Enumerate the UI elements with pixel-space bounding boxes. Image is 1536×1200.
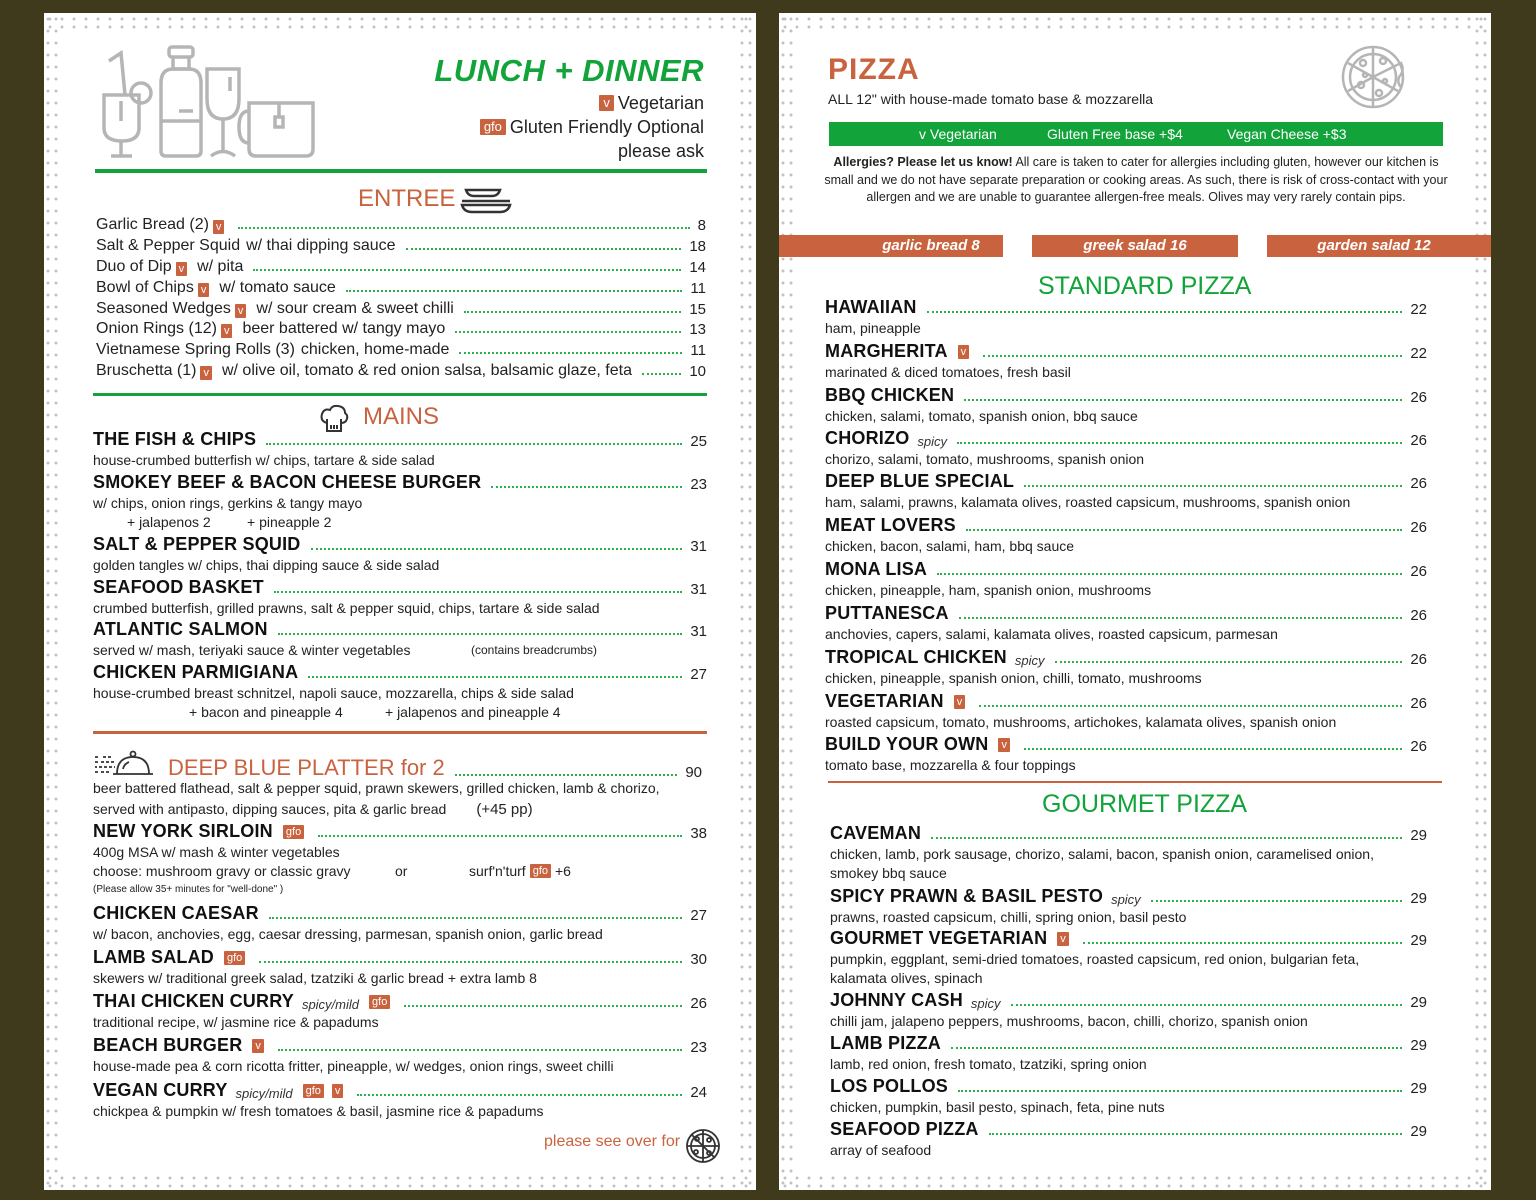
menu-item-atlantic-salmon	[93, 619, 707, 640]
item-price: 22	[1410, 345, 1427, 362]
item-name: Bowl of Chips	[96, 279, 194, 296]
gravy-choice: choose: mushroom gravy or classic gravy	[93, 863, 351, 879]
menu-item-hawaiian	[825, 297, 1427, 318]
item-description: w/ thai dipping sauce	[246, 237, 396, 254]
vegetarian-badge: v	[998, 738, 1010, 752]
spicy-label: spicy/mild	[301, 997, 360, 1012]
item-description: beer battered w/ tangy mayo	[242, 320, 446, 337]
gfo-badge: gfo	[224, 951, 245, 965]
vegetarian-badge: v	[221, 324, 233, 338]
decorative-border-left	[779, 13, 797, 1190]
item-price: 25	[690, 433, 707, 450]
item-description: w/ pita	[197, 258, 244, 275]
item-name: Onion Rings (12)	[96, 320, 217, 337]
item-name: NEW YORK SIRLOIN	[93, 821, 273, 841]
item-name: DEEP BLUE PLATTER for 2	[168, 755, 445, 780]
item-price: 26	[1410, 432, 1427, 449]
item-price: 26	[1410, 607, 1427, 624]
item-note: (Please allow 35+ minutes for "well-done" )	[93, 884, 284, 895]
item-name: LAMB PIZZA	[830, 1033, 941, 1053]
item-description: ham, pineapple	[825, 320, 921, 336]
lunch-dinner-menu-page	[44, 13, 756, 1190]
item-description: w/ chips, onion rings, gerkins & tangy mayo	[93, 495, 363, 511]
item-description: smokey bbq sauce	[830, 865, 947, 881]
menu-item-mona-lisa	[825, 559, 1427, 580]
item-name: VEGAN CURRY	[93, 1080, 228, 1100]
menu-item-vegetarian	[825, 691, 1427, 712]
item-price: 29	[1410, 1080, 1427, 1097]
legend-please-ask: please ask	[617, 141, 704, 161]
item-name: SEAFOOD PIZZA	[830, 1119, 979, 1139]
item-name: THE FISH & CHIPS	[93, 429, 257, 449]
item-description: chicken, pineapple, spanish onion, chilli, tomato, mushrooms	[825, 670, 1202, 686]
menu-item-lamb-pizza	[830, 1033, 1427, 1054]
item-name: MEAT LOVERS	[825, 515, 956, 535]
item-price: 29	[1410, 1123, 1427, 1140]
item-extra: + bacon and pineapple 4	[189, 704, 343, 720]
drinks-glassware-icon	[99, 43, 319, 161]
item-description: w/ olive oil, tomato & red onion salsa, balsamic glaze, feta	[221, 362, 632, 379]
option-vegan-cheese: Vegan Cheese +$3	[1227, 126, 1347, 142]
menu-item-chicken-caesar	[93, 903, 707, 924]
item-description: chicken, lamb, pork sausage, chorizo, salami, bacon, spanish onion, caramelised onion,	[830, 846, 1374, 862]
item-price: 10	[689, 363, 706, 380]
item-description: chicken, bacon, salami, ham, bbq sauce	[825, 538, 1075, 554]
item-description: beer battered flathead, salt & pepper squid, prawn skewers, grilled chicken, lamb & chorizo,	[93, 780, 660, 796]
menu-item-build-your-own	[825, 734, 1427, 755]
vegetarian-badge: v	[176, 262, 188, 276]
menu-item-salt-pepper-squid	[96, 237, 706, 255]
spicy-label: spicy	[970, 996, 1001, 1011]
item-name: SMOKEY BEEF & BACON CHEESE BURGER	[93, 472, 482, 492]
menu-item-duo-of-dip	[96, 258, 706, 276]
see-over-note: please see over for	[544, 1133, 681, 1150]
item-description: lamb, red onion, fresh tomato, tzatziki, spring onion	[830, 1056, 1147, 1072]
item-name: TROPICAL CHICKEN	[825, 647, 1007, 667]
or-label: or	[395, 863, 408, 879]
item-price: 26	[690, 995, 707, 1012]
menu-item-vietnamese-spring-rolls-3	[96, 341, 706, 359]
menu-item-deep-blue-special	[825, 471, 1427, 492]
menu-item-seafood-basket	[93, 577, 707, 598]
side-greek-salad: greek salad 16	[1032, 235, 1238, 257]
menu-item-tropical-chicken	[825, 647, 1427, 668]
menu-item-vegan-curry	[93, 1080, 707, 1101]
item-name: Bruschetta (1)	[96, 362, 197, 379]
item-description: tomato base, mozzarella & four toppings	[825, 757, 1076, 773]
vegetarian-badge: v	[599, 95, 614, 111]
surf-n-turf-option: surf'n'turf gfo +6	[469, 863, 571, 879]
menu-item-onion-rings-12	[96, 320, 706, 338]
section-heading-gourmet-pizza: GOURMET PIZZA	[1042, 790, 1248, 818]
item-price: 27	[690, 907, 707, 924]
item-price: 29	[1410, 890, 1427, 907]
item-name: SEAFOOD BASKET	[93, 577, 264, 597]
gfo-badge: gfo	[303, 1084, 324, 1098]
item-price: 29	[1410, 1037, 1427, 1054]
cloche-platter-icon	[93, 749, 155, 779]
menu-item-bbq-chicken	[825, 385, 1427, 406]
divider	[93, 393, 707, 396]
pizza-icon	[1339, 41, 1411, 113]
menu-item-lamb-salad	[93, 947, 707, 968]
item-description: roasted capsicum, tomato, mushrooms, artichokes, kalamata olives, spanish onion	[825, 714, 1337, 730]
item-name: CHORIZO	[825, 428, 910, 448]
item-description: pumpkin, eggplant, semi-dried tomatoes, roasted capsicum, red onion, bulgarian feta,	[830, 951, 1360, 967]
item-name: CAVEMAN	[830, 823, 922, 843]
menu-item-smokey-beef-bacon-cheese-burger	[93, 472, 707, 493]
menu-item-puttanesca	[825, 603, 1427, 624]
spicy-label: spicy/mild	[235, 1086, 293, 1101]
item-price: 31	[690, 581, 707, 598]
item-price: 26	[1410, 651, 1427, 668]
menu-item-beach-burger	[93, 1035, 707, 1056]
item-description: marinated & diced tomatoes, fresh basil	[825, 364, 1071, 380]
item-price: 38	[690, 825, 707, 842]
item-description: array of seafood	[830, 1142, 932, 1158]
menu-item-bruschetta-1	[96, 362, 706, 380]
item-description: ham, salami, prawns, kalamata olives, roasted capsicum, mushrooms, spanish onion	[825, 494, 1351, 510]
vegetarian-badge: v	[235, 304, 247, 318]
item-extra: + jalapenos and pineapple 4	[385, 704, 561, 720]
pizza-subtitle: ALL 12" with house-made tomato base & mozzarella	[828, 91, 1154, 107]
item-price: 11	[690, 280, 706, 297]
item-name: THAI CHICKEN CURRY	[93, 991, 294, 1011]
menu-item-salt-pepper-squid	[93, 534, 707, 555]
item-name: ATLANTIC SALMON	[93, 619, 268, 639]
item-price: 8	[697, 217, 706, 234]
item-description: chicken, salami, tomato, spanish onion, bbq sauce	[825, 408, 1138, 424]
item-name: MARGHERITA	[825, 341, 948, 361]
menu-item-garlic-bread-2	[96, 216, 706, 234]
item-price: 23	[690, 476, 707, 493]
menu-item-chicken-parmigiana	[93, 662, 707, 683]
item-price: 29	[1410, 932, 1427, 949]
item-price: 31	[690, 538, 707, 555]
item-name: CHICKEN CAESAR	[93, 903, 259, 923]
item-description: house-crumbed butterfish w/ chips, tartare & side salad	[93, 452, 435, 468]
item-description: anchovies, capers, salami, kalamata olives, roasted capsicum, parmesan	[825, 626, 1278, 642]
gfo-badge: gfo	[530, 864, 551, 878]
gfo-badge: gfo	[480, 119, 506, 135]
item-name: DEEP BLUE SPECIAL	[825, 471, 1015, 491]
menu-item-johnny-cash	[830, 990, 1427, 1011]
item-name: Duo of Dip	[96, 258, 172, 275]
vegetarian-badge: v	[198, 283, 210, 297]
pizza-title: PIZZA	[828, 53, 920, 86]
item-name: SALT & PEPPER SQUID	[93, 534, 301, 554]
pizza-icon	[684, 1127, 722, 1165]
section-heading-standard-pizza: STANDARD PIZZA	[1038, 272, 1252, 300]
item-name: LOS POLLOS	[830, 1076, 949, 1096]
item-description: golden tangles w/ chips, thai dipping sauce & side salad	[93, 557, 440, 573]
menu-item-new-york-sirloin	[93, 821, 707, 842]
menu-item-the-fish-chips	[93, 429, 707, 450]
menu-item-deep-blue-platter	[168, 755, 702, 781]
decorative-border-top	[779, 13, 1491, 29]
divider	[93, 731, 707, 734]
item-price: 15	[689, 301, 706, 318]
item-description: w/ sour cream & sweet chilli	[256, 300, 454, 317]
section-heading-entree: ENTREE	[358, 185, 456, 212]
item-description: chicken, pumpkin, basil pesto, spinach, feta, pine nuts	[830, 1099, 1165, 1115]
item-description: w/ bacon, anchovies, egg, caesar dressing, parmesan, spanish onion, garlic bread	[93, 926, 603, 942]
options-bar	[829, 122, 1443, 146]
item-price: 13	[689, 321, 706, 338]
menu-item-los-pollos	[830, 1076, 1427, 1097]
gfo-badge: gfo	[283, 825, 304, 839]
divider	[828, 781, 1442, 783]
menu-item-seafood-pizza	[830, 1119, 1427, 1140]
item-description: kalamata olives, spinach	[830, 970, 983, 986]
item-price: 18	[689, 238, 706, 255]
item-price: 27	[690, 666, 707, 683]
decorative-border-top	[44, 13, 756, 29]
decorative-border-right	[1473, 13, 1491, 1190]
item-description: chicken, pineapple, ham, spanish onion, mushrooms	[825, 582, 1152, 598]
item-price: 31	[690, 623, 707, 640]
item-description: house-crumbed breast schnitzel, napoli sauce, mozzarella, chips & side salad	[93, 685, 574, 701]
section-heading-mains: MAINS	[363, 403, 440, 430]
side-garlic-bread: garlic bread 8	[779, 235, 1003, 257]
item-price: 90	[685, 764, 702, 781]
item-name: Seasoned Wedges	[96, 300, 231, 317]
item-name: Salt & Pepper Squid	[96, 237, 241, 254]
item-description: served w/ mash, teriyaki sauce & winter vegetables	[93, 642, 411, 658]
pizza-menu-page	[779, 13, 1491, 1190]
item-description: served with antipasto, dipping sauces, pita & garlic bread (+45 pp)	[93, 801, 533, 818]
item-description: 400g MSA w/ mash & winter vegetables	[93, 844, 340, 860]
item-description: prawns, roasted capsicum, chilli, spring onion, basil pesto	[830, 909, 1187, 925]
item-name: VEGETARIAN	[825, 691, 944, 711]
vegetarian-badge: v	[252, 1039, 264, 1053]
item-name: MONA LISA	[825, 559, 928, 579]
item-price: 26	[1410, 695, 1427, 712]
item-name: JOHNNY CASH	[830, 990, 963, 1010]
decorative-border-right	[738, 13, 756, 1190]
item-price: 23	[690, 1039, 707, 1056]
decorative-border-left	[44, 13, 62, 1190]
item-description: w/ tomato sauce	[219, 279, 336, 296]
decorative-border-bottom	[779, 1174, 1491, 1190]
item-name: Garlic Bread (2)	[96, 216, 209, 233]
item-price: 26	[1410, 389, 1427, 406]
item-name: BUILD YOUR OWN	[825, 734, 989, 754]
vegetarian-badge: v	[213, 220, 225, 234]
item-name: HAWAIIAN	[825, 297, 917, 317]
item-name: Vietnamese Spring Rolls (3)	[96, 341, 295, 358]
item-extra: + pineapple 2	[247, 514, 332, 530]
item-price: 14	[689, 259, 706, 276]
divider	[95, 169, 707, 173]
item-price: 30	[690, 951, 707, 968]
menu-item-bowl-of-chips	[96, 279, 706, 297]
legend-vegetarian: v Vegetarian	[595, 93, 704, 114]
item-description: skewers w/ traditional greek salad, tzatziki & garlic bread + extra lamb 8	[93, 970, 537, 986]
gfo-badge: gfo	[369, 995, 390, 1009]
item-price: 29	[1410, 827, 1427, 844]
option-gluten-free: Gluten Free base +$4	[1047, 126, 1183, 142]
allergy-notice: Allergies? Please let us know! All care is taken to cater for allergies including gluten, however our kitchen is small and we do not have separate preparation or cooking areas. As such, there is risk of cross-contact with your allergen and we are unable to guarantee allergen-free meals. Olives may very rarely contain pips.	[824, 155, 1448, 204]
legend-gluten-friendly: gfo Gluten Friendly Optional	[476, 117, 704, 138]
item-description: chicken, home-made	[300, 341, 450, 358]
item-name: LAMB SALAD	[93, 947, 214, 967]
side-garden-salad: garden salad 12	[1267, 235, 1491, 257]
item-price: 24	[690, 1084, 707, 1101]
menu-item-chorizo	[825, 428, 1427, 449]
item-name: PUTTANESCA	[825, 603, 949, 623]
option-vegetarian: v Vegetarian	[919, 126, 997, 142]
item-price: 29	[1410, 994, 1427, 1011]
vegetarian-badge: v	[954, 695, 966, 709]
menu-item-margherita	[825, 341, 1427, 362]
item-description: chickpea & pumpkin w/ fresh tomatoes & basil, jasmine rice & papadums	[93, 1103, 544, 1119]
menu-item-gourmet-vegetarian	[830, 928, 1427, 949]
item-price: 26	[1410, 563, 1427, 580]
menu-title: LUNCH + DINNER	[434, 53, 704, 88]
item-name: BEACH BURGER	[93, 1035, 243, 1055]
vegetarian-badge: v	[332, 1084, 344, 1098]
menu-item-caveman	[830, 823, 1427, 844]
spicy-label: spicy	[1014, 653, 1045, 668]
item-name: GOURMET VEGETARIAN	[830, 928, 1048, 948]
item-name: BBQ CHICKEN	[825, 385, 955, 405]
menu-item-thai-chicken-curry	[93, 991, 707, 1012]
item-description: crumbed butterfish, grilled prawns, salt & pepper squid, chips, tartare & side salad	[93, 600, 600, 616]
vegetarian-badge: v	[958, 345, 970, 359]
item-name: CHICKEN PARMIGIANA	[93, 662, 299, 682]
vegetarian-badge: v	[200, 366, 212, 380]
item-price: 26	[1410, 738, 1427, 755]
spicy-label: spicy	[1111, 892, 1141, 907]
item-price: 26	[1410, 519, 1427, 536]
decorative-border-bottom	[44, 1174, 756, 1190]
item-description: chilli jam, jalapeno peppers, mushrooms, bacon, chilli, chorizo, spanish onion	[830, 1013, 1308, 1029]
menu-item-seasoned-wedges	[96, 300, 706, 318]
item-description: chorizo, salami, tomato, mushrooms, spanish onion	[825, 451, 1145, 467]
item-description: traditional recipe, w/ jasmine rice & papadums	[93, 1014, 379, 1030]
spicy-label: spicy	[917, 434, 948, 449]
item-description: house-made pea & corn ricotta fritter, pineapple, w/ wedges, onion rings, sweet chilli	[93, 1058, 614, 1074]
stacked-plates-icon	[460, 187, 512, 215]
item-price: 26	[1410, 475, 1427, 492]
item-extra: + jalapenos 2	[127, 514, 211, 530]
menu-item-spicy-prawn-basil-pesto	[830, 886, 1427, 907]
vegetarian-badge: v	[1057, 932, 1069, 946]
item-name: SPICY PRAWN & BASIL PESTO	[830, 886, 1104, 906]
item-note: (contains breadcrumbs)	[471, 643, 598, 657]
item-price: 22	[1410, 301, 1427, 318]
item-price: 11	[690, 342, 706, 359]
menu-item-meat-lovers	[825, 515, 1427, 536]
